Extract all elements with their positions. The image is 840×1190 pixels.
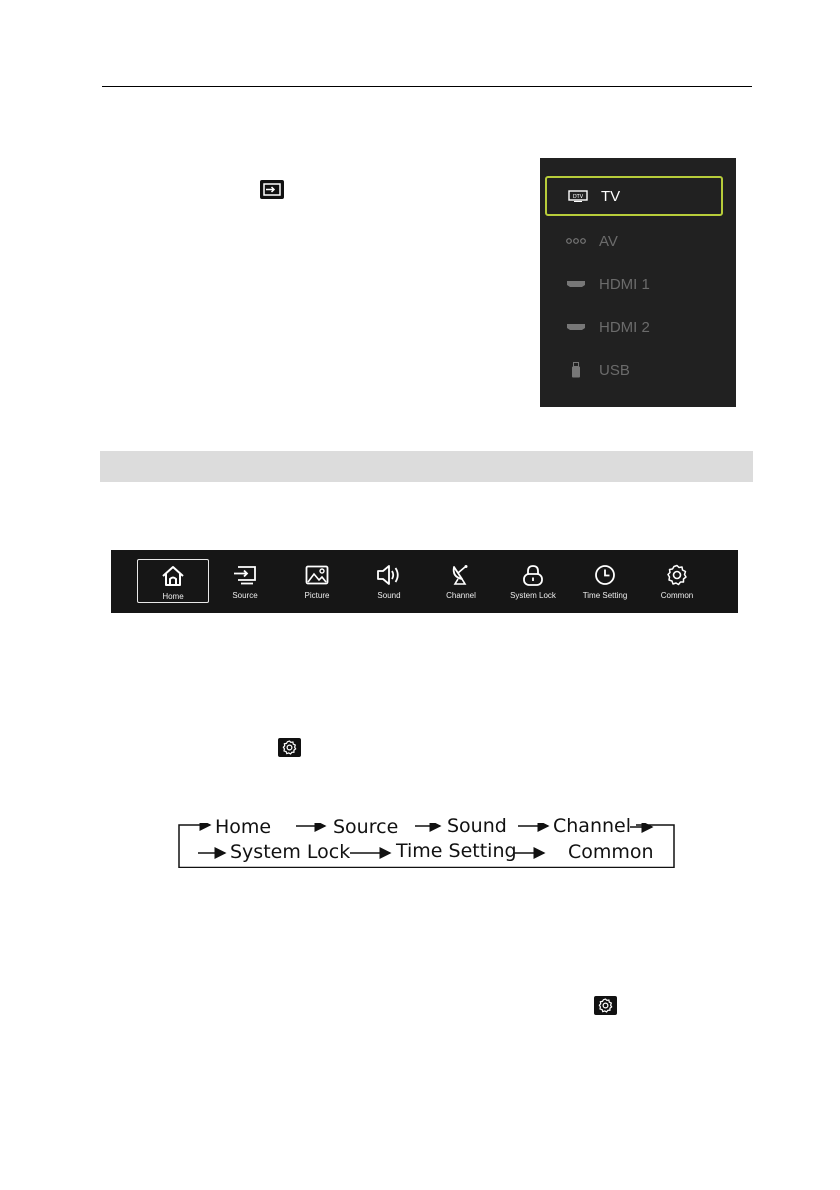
av-dots-icon <box>565 237 587 245</box>
gear-key-icon <box>278 738 301 757</box>
flow-step-system-lock: System Lock <box>230 841 351 863</box>
source-icon <box>233 563 257 587</box>
satellite-dish-icon <box>449 563 473 587</box>
hdmi-icon <box>565 323 587 331</box>
flow-step-source: Source <box>333 816 399 838</box>
menu-item-common[interactable] <box>641 559 713 603</box>
menu-item-label: Source <box>232 591 258 600</box>
svg-text:DTV: DTV <box>572 194 584 200</box>
speaker-icon <box>376 563 402 587</box>
lock-icon <box>522 563 544 587</box>
source-item-usb[interactable] <box>545 350 721 390</box>
picture-icon <box>305 563 329 587</box>
flow-step-channel: Channel <box>553 815 632 837</box>
menu-item-picture[interactable] <box>281 559 353 603</box>
header-rule <box>102 86 752 87</box>
dtv-icon <box>567 190 589 202</box>
flow-step-sound: Sound <box>447 815 507 837</box>
source-panel <box>540 158 736 407</box>
menu-item-home[interactable] <box>137 559 209 603</box>
menu-item-sound[interactable] <box>353 559 425 603</box>
source-item-label: HDMI 1 <box>599 275 650 293</box>
menu-item-label: Time Setting <box>582 591 628 600</box>
source-item-av[interactable] <box>545 221 721 261</box>
source-item-label: USB <box>599 361 630 379</box>
gear-icon <box>666 563 688 587</box>
source-item-label: TV <box>601 187 621 205</box>
menu-item-label: Picture <box>304 591 330 600</box>
menu-item-channel[interactable] <box>425 559 497 603</box>
hdmi-icon <box>565 280 587 288</box>
source-item-hdmi1[interactable] <box>545 264 721 304</box>
section-header-band <box>100 451 753 482</box>
gear-key-icon <box>594 996 617 1015</box>
source-item-label: AV <box>599 232 618 250</box>
flow-step-time-setting: Time Setting <box>396 840 517 862</box>
menu-flow-diagram <box>178 815 675 868</box>
menu-item-label: Channel <box>446 591 476 600</box>
main-menu-bar <box>111 550 738 613</box>
source-item-label: HDMI 2 <box>599 318 650 336</box>
usb-icon <box>565 362 587 378</box>
menu-item-time-setting[interactable] <box>569 559 641 603</box>
menu-item-label: Common <box>660 591 694 600</box>
clock-icon <box>594 563 616 587</box>
flow-step-home: Home <box>215 816 272 838</box>
source-key-icon <box>260 180 284 199</box>
home-icon <box>161 564 185 588</box>
source-item-hdmi2[interactable] <box>545 307 721 347</box>
flow-step-common: Common <box>568 841 654 863</box>
menu-item-label: Home <box>162 592 184 601</box>
menu-item-label: System Lock <box>510 591 556 600</box>
source-item-tv[interactable] <box>545 176 723 216</box>
menu-item-label: Sound <box>377 591 401 600</box>
menu-item-system-lock[interactable] <box>497 559 569 603</box>
menu-item-source[interactable] <box>209 559 281 603</box>
